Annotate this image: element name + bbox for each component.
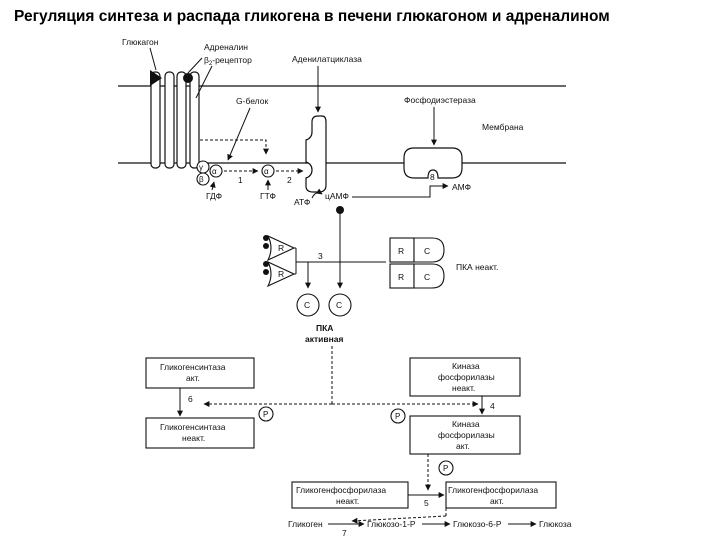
pk-active-line1: Киназа [452, 419, 480, 429]
adrenaline-ligand-icon [183, 73, 193, 83]
g6p-label: Глюкозо-6-Р [453, 519, 502, 529]
adenylate-cyclase-label: Аденилатциклаза [292, 54, 362, 64]
gs-phosphate-label: P [263, 410, 269, 419]
gp-inactive-line2: неакт. [336, 496, 360, 506]
step-7: 7 [342, 528, 347, 538]
pka-inactive-c2: C [424, 272, 431, 282]
step-2: 2 [287, 175, 292, 185]
beta-label: β [199, 175, 204, 184]
alpha-gtp-label: α [264, 167, 269, 176]
step-3: 3 [318, 251, 323, 261]
c-right-label: C [336, 300, 343, 310]
adrenaline-label-pointer [188, 58, 202, 73]
membrane-label: Мембрана [482, 122, 524, 132]
pk-phosphate-label: P [395, 412, 401, 421]
pka-inactive-label: ПКА неакт. [456, 262, 499, 272]
glycogen-label: Гликоген [288, 519, 323, 529]
c-left-label: C [304, 300, 311, 310]
gamma-label: γ [199, 163, 203, 172]
pka-inactive-r2: R [398, 272, 405, 282]
pk-inactive-line1: Киназа [452, 361, 480, 371]
glucagon-label: Глюкагон [122, 37, 159, 47]
beta2-receptor-label: $\beta_2$-рецептор [204, 55, 252, 67]
camp-bound-icon [263, 261, 269, 267]
g-protein-pointer [228, 108, 250, 160]
pk-active-line2: фосфорилазы [438, 430, 495, 440]
pka-active-label-2: активная [305, 334, 344, 344]
pk-inactive-line3: неакт. [452, 383, 476, 393]
camp-bound-icon [263, 235, 269, 241]
alpha-label: α [212, 167, 217, 176]
adrenaline-label: Адреналин [204, 42, 248, 52]
r-upper-label: R [278, 243, 285, 253]
gs-active-line2: акт. [186, 373, 200, 383]
step-5: 5 [424, 498, 429, 508]
pk-inactive-line2: фосфорилазы [438, 372, 495, 382]
step-8: 8 [430, 172, 435, 182]
atp-to-camp-arrow [312, 193, 322, 198]
gp-phosphate-label: P [443, 464, 449, 473]
glucose-label: Глюкоза [539, 519, 572, 529]
step-1: 1 [238, 175, 243, 185]
gp-active-line1: Гликогенфосфорилаза [448, 485, 539, 495]
gs-inactive-line1: Гликогенсинтаза [160, 422, 226, 432]
amp-label: АМФ [452, 182, 472, 192]
camp-bound-icon [263, 243, 269, 249]
atp-label: АТФ [294, 197, 311, 207]
gtp-label: ГТФ [260, 191, 276, 201]
pka-active-label-1: ПКА [316, 323, 334, 333]
camp-to-amp-arrow [352, 186, 448, 197]
gdp-label: ГДФ [206, 191, 223, 201]
page-title: Регуляция синтеза и распада гликогена в печени глюкагоном и адреналином [14, 8, 610, 25]
pka-inactive-r1: R [398, 246, 405, 256]
gs-active-line1: Гликогенсинтаза [160, 362, 226, 372]
step-4: 4 [490, 401, 495, 411]
adenylate-cyclase-icon [306, 116, 326, 192]
camp-label: цАМФ [325, 191, 349, 201]
gp-inactive-line1: Гликогенфосфорилаза [296, 485, 387, 495]
gdp-exchange-mark [212, 182, 214, 190]
camp-dot-icon [336, 206, 344, 214]
r-lower-label: R [278, 269, 285, 279]
step-6: 6 [188, 394, 193, 404]
phosphodiesterase-label: Фосфодиэстераза [404, 95, 476, 105]
g1p-label: Глюкозо-1-Р [367, 519, 416, 529]
pka-inactive-c1: C [424, 246, 431, 256]
camp-bound-icon [263, 269, 269, 275]
glucagon-label-pointer [150, 48, 156, 70]
pk-active-line3: акт. [456, 441, 470, 451]
g-protein-label: G-белок [236, 96, 269, 106]
gp-active-line2: акт. [490, 496, 504, 506]
gs-inactive-line2: неакт. [182, 433, 206, 443]
